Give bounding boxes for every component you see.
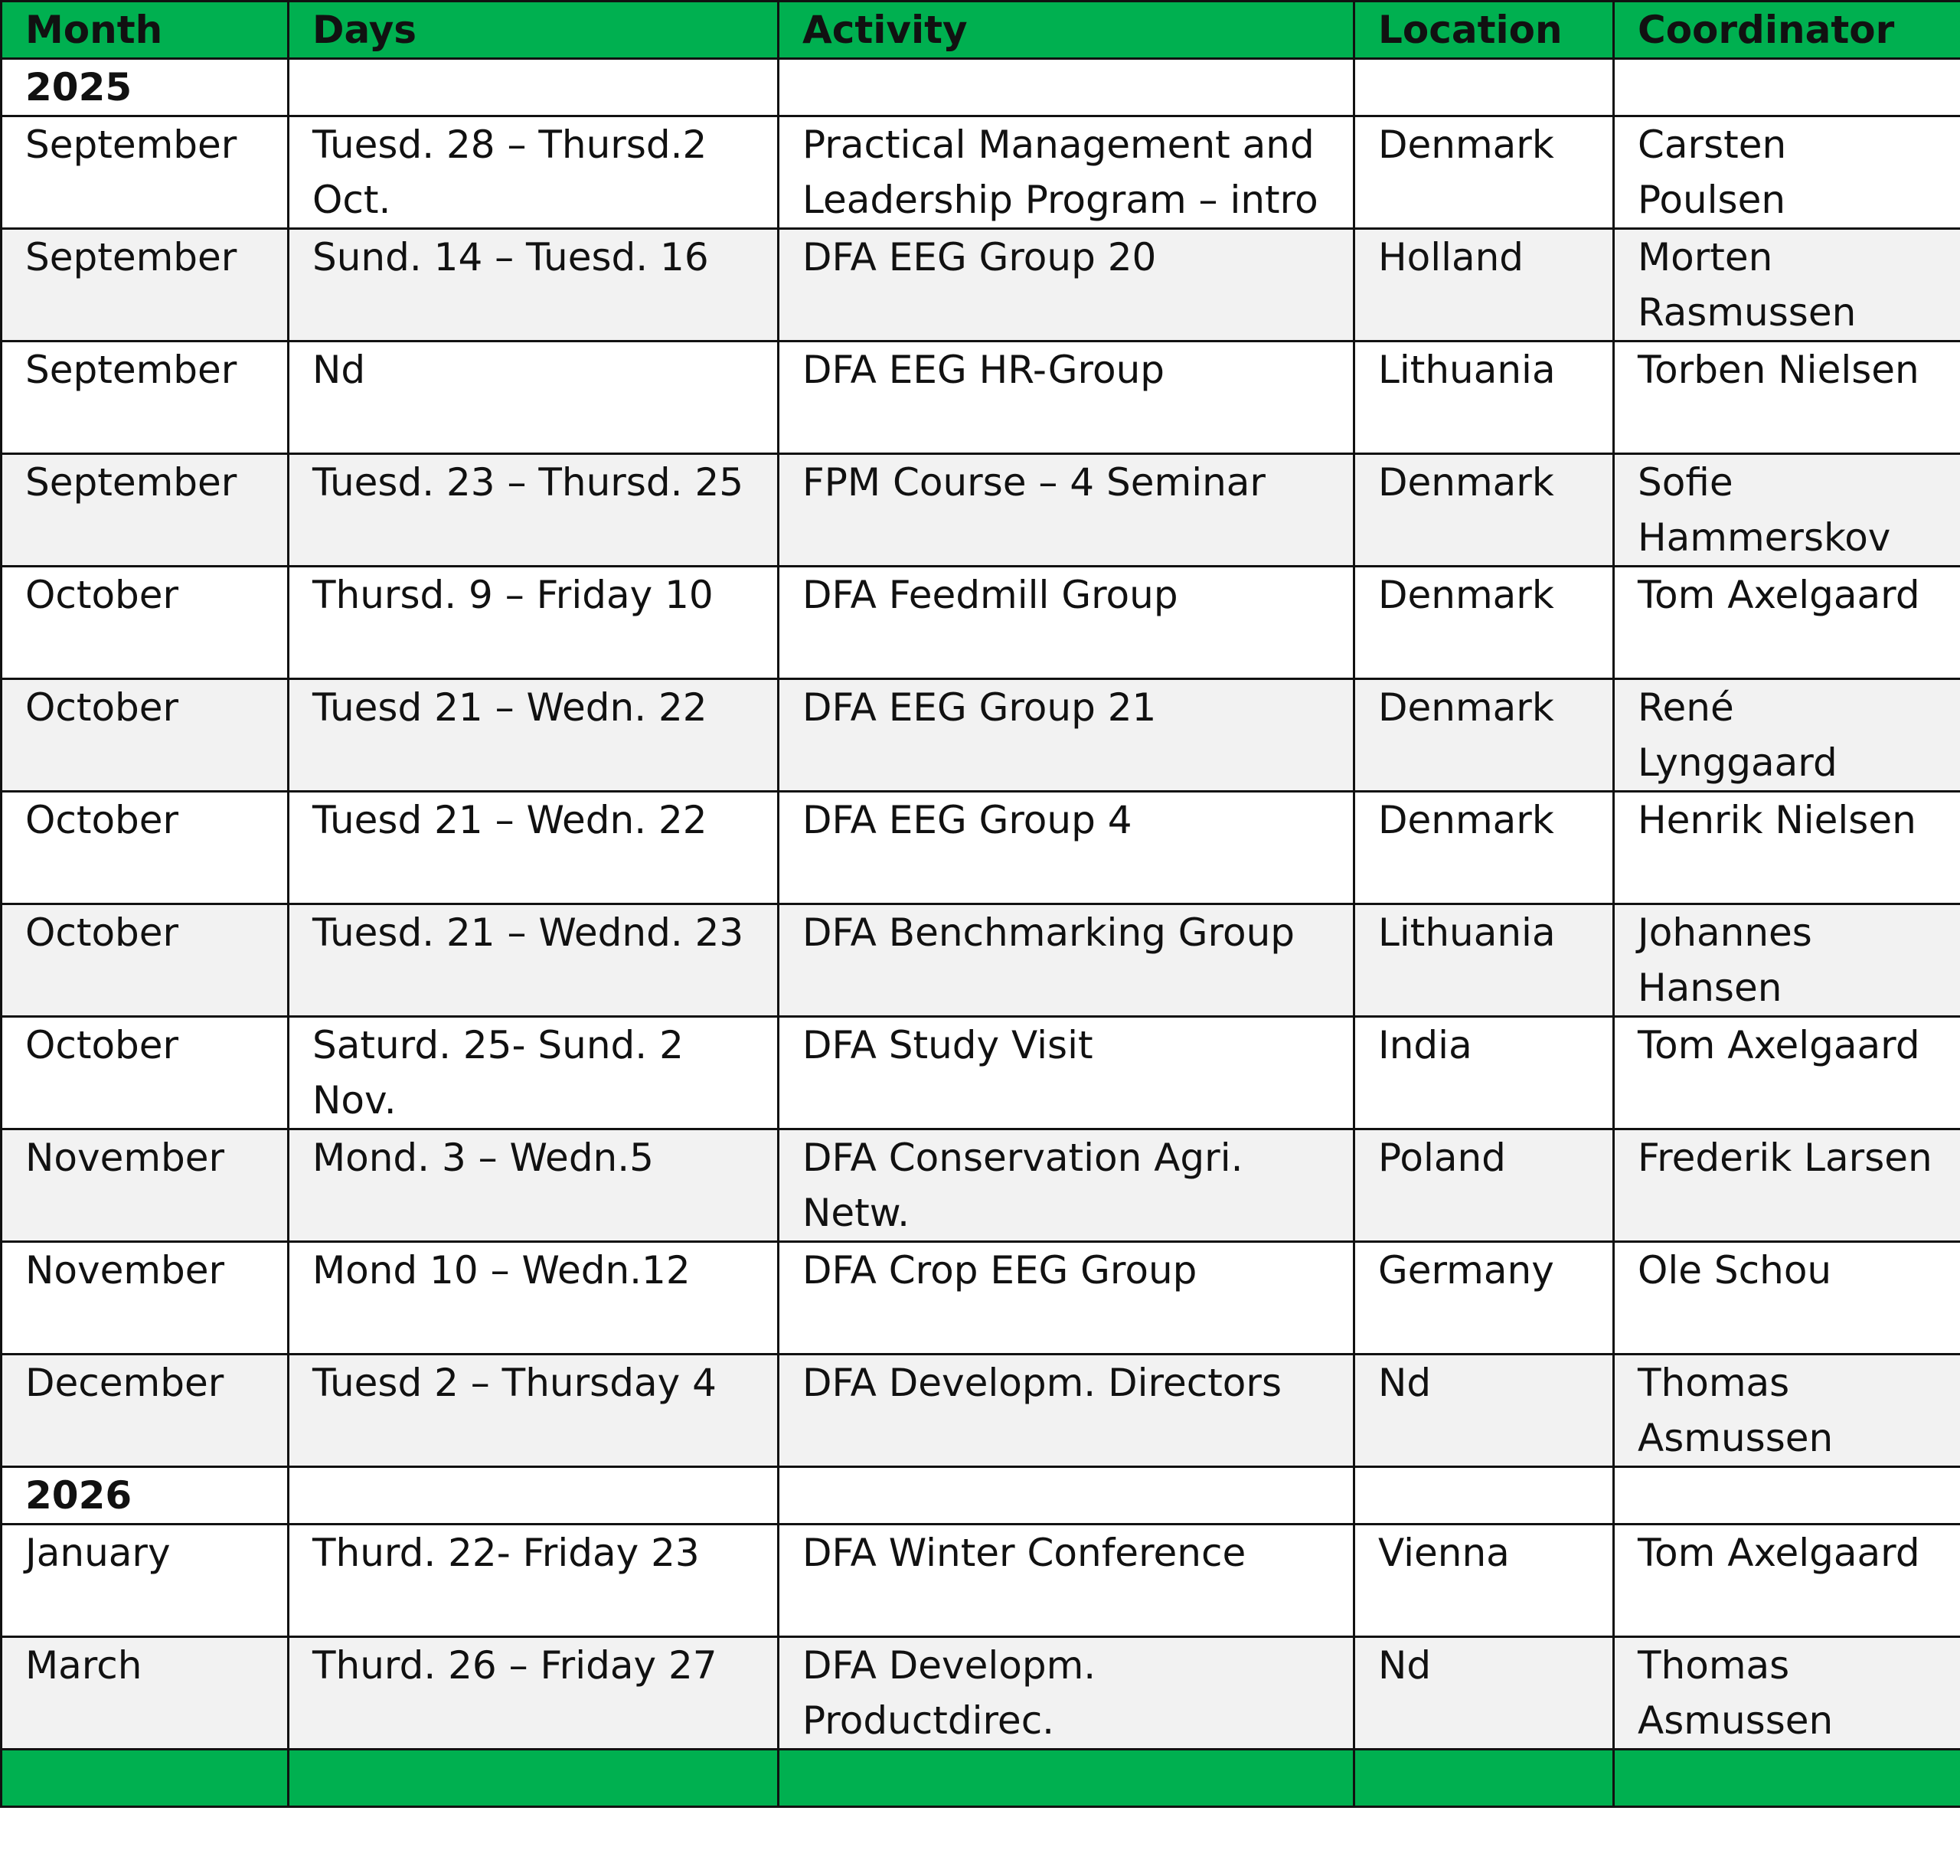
cell-days: Tuesd. 28 – Thursd.2 Oct. bbox=[289, 116, 779, 229]
cell-location: Germany bbox=[1354, 1242, 1614, 1355]
cell-days: Nd bbox=[289, 342, 779, 454]
cell-days: Tuesd. 21 – Wednd. 23 bbox=[289, 904, 779, 1017]
cell-activity: DFA Feedmill Group bbox=[779, 567, 1354, 679]
cell-activity: DFA Study Visit bbox=[779, 1017, 1354, 1129]
cell-coordinator: René Lynggaard bbox=[1614, 679, 1960, 792]
cell-coordinator: Tom Axelgaard bbox=[1614, 1525, 1960, 1637]
table-row bbox=[2, 679, 1960, 792]
cell-location: India bbox=[1354, 1017, 1614, 1129]
cell-location: Holland bbox=[1354, 229, 1614, 342]
table-row bbox=[2, 1129, 1960, 1242]
cell-month: October bbox=[2, 567, 289, 679]
cell-activity: DFA EEG Group 20 bbox=[779, 229, 1354, 342]
column-header-month: Month bbox=[2, 2, 289, 59]
empty-cell bbox=[1354, 59, 1614, 116]
table-row bbox=[2, 1525, 1960, 1637]
cell-month: September bbox=[2, 116, 289, 229]
cell-days: Thurd. 26 – Friday 27 bbox=[289, 1637, 779, 1750]
cell-days: Tuesd 21 – Wedn. 22 bbox=[289, 679, 779, 792]
table-row bbox=[2, 1637, 1960, 1750]
empty-cell bbox=[289, 59, 779, 116]
table-row bbox=[2, 1017, 1960, 1129]
cell-days: Saturd. 25- Sund. 2 Nov. bbox=[289, 1017, 779, 1129]
cell-activity: DFA Winter Conference bbox=[779, 1525, 1354, 1637]
cell-month: October bbox=[2, 1017, 289, 1129]
cell-location: Denmark bbox=[1354, 679, 1614, 792]
year-label: 2025 bbox=[2, 59, 289, 116]
footer-cell bbox=[779, 1750, 1354, 1807]
year-row bbox=[2, 1467, 1960, 1525]
table-header-row bbox=[2, 2, 1960, 59]
empty-cell bbox=[1354, 1467, 1614, 1525]
year-label: 2026 bbox=[2, 1467, 289, 1525]
cell-days: Thursd. 9 – Friday 10 bbox=[289, 567, 779, 679]
cell-coordinator: Ole Schou bbox=[1614, 1242, 1960, 1355]
cell-coordinator: Torben Nielsen bbox=[1614, 342, 1960, 454]
cell-location: Nd bbox=[1354, 1355, 1614, 1467]
table-row bbox=[2, 567, 1960, 679]
cell-days: Sund. 14 – Tuesd. 16 bbox=[289, 229, 779, 342]
cell-location: Denmark bbox=[1354, 567, 1614, 679]
table-row bbox=[2, 1242, 1960, 1355]
cell-coordinator: Thomas Asmussen bbox=[1614, 1355, 1960, 1467]
cell-location: Lithuania bbox=[1354, 342, 1614, 454]
cell-coordinator: Morten Rasmussen bbox=[1614, 229, 1960, 342]
year-row bbox=[2, 59, 1960, 116]
cell-activity: DFA Conservation Agri. Netw. bbox=[779, 1129, 1354, 1242]
empty-cell bbox=[1614, 1467, 1960, 1525]
cell-coordinator: Tom Axelgaard bbox=[1614, 567, 1960, 679]
empty-cell bbox=[779, 1467, 1354, 1525]
table-row bbox=[2, 1355, 1960, 1467]
cell-month: January bbox=[2, 1525, 289, 1637]
cell-activity: Practical Management and Leadership Program – intro bbox=[779, 116, 1354, 229]
cell-coordinator: Frederik Larsen bbox=[1614, 1129, 1960, 1242]
cell-activity: DFA EEG Group 21 bbox=[779, 679, 1354, 792]
cell-location: Denmark bbox=[1354, 792, 1614, 904]
cell-month: December bbox=[2, 1355, 289, 1467]
cell-coordinator: Henrik Nielsen bbox=[1614, 792, 1960, 904]
cell-coordinator: Johannes Hansen bbox=[1614, 904, 1960, 1017]
cell-month: March bbox=[2, 1637, 289, 1750]
table-row bbox=[2, 229, 1960, 342]
cell-location: Denmark bbox=[1354, 116, 1614, 229]
table-footer-row bbox=[2, 1750, 1960, 1807]
footer-cell bbox=[2, 1750, 289, 1807]
cell-location: Lithuania bbox=[1354, 904, 1614, 1017]
cell-days: Mond 10 – Wedn.12 bbox=[289, 1242, 779, 1355]
column-header-activity: Activity bbox=[779, 2, 1354, 59]
cell-location: Denmark bbox=[1354, 454, 1614, 567]
column-header-days: Days bbox=[289, 2, 779, 59]
cell-days: Tuesd 21 – Wedn. 22 bbox=[289, 792, 779, 904]
table-body bbox=[2, 59, 1960, 1807]
cell-month: September bbox=[2, 229, 289, 342]
empty-cell bbox=[1614, 59, 1960, 116]
cell-month: November bbox=[2, 1129, 289, 1242]
empty-cell bbox=[289, 1467, 779, 1525]
empty-cell bbox=[779, 59, 1354, 116]
cell-activity: DFA Developm. Directors bbox=[779, 1355, 1354, 1467]
footer-cell bbox=[289, 1750, 779, 1807]
cell-month: October bbox=[2, 679, 289, 792]
cell-month: October bbox=[2, 904, 289, 1017]
table-row bbox=[2, 454, 1960, 567]
cell-location: Nd bbox=[1354, 1637, 1614, 1750]
cell-activity: DFA Crop EEG Group bbox=[779, 1242, 1354, 1355]
column-header-location: Location bbox=[1354, 2, 1614, 59]
cell-days: Mond. 3 – Wedn.5 bbox=[289, 1129, 779, 1242]
table-row bbox=[2, 116, 1960, 229]
cell-month: November bbox=[2, 1242, 289, 1355]
footer-cell bbox=[1614, 1750, 1960, 1807]
cell-days: Tuesd 2 – Thursday 4 bbox=[289, 1355, 779, 1467]
cell-location: Vienna bbox=[1354, 1525, 1614, 1637]
cell-location: Poland bbox=[1354, 1129, 1614, 1242]
cell-coordinator: Sofie Hammerskov bbox=[1614, 454, 1960, 567]
cell-month: September bbox=[2, 342, 289, 454]
cell-coordinator: Tom Axelgaard bbox=[1614, 1017, 1960, 1129]
table-row bbox=[2, 904, 1960, 1017]
cell-coordinator: Thomas Asmussen bbox=[1614, 1637, 1960, 1750]
table-row bbox=[2, 342, 1960, 454]
table-row bbox=[2, 792, 1960, 904]
footer-cell bbox=[1354, 1750, 1614, 1807]
cell-activity: DFA Benchmarking Group bbox=[779, 904, 1354, 1017]
cell-activity: DFA EEG HR-Group bbox=[779, 342, 1354, 454]
cell-activity: DFA Developm. Productdirec. bbox=[779, 1637, 1354, 1750]
cell-month: October bbox=[2, 792, 289, 904]
cell-activity: FPM Course – 4 Seminar bbox=[779, 454, 1354, 567]
cell-month: September bbox=[2, 454, 289, 567]
cell-days: Tuesd. 23 – Thursd. 25 bbox=[289, 454, 779, 567]
cell-days: Thurd. 22- Friday 23 bbox=[289, 1525, 779, 1637]
column-header-coordinator: Coordinator bbox=[1614, 2, 1960, 59]
cell-coordinator: Carsten Poulsen bbox=[1614, 116, 1960, 229]
cell-activity: DFA EEG Group 4 bbox=[779, 792, 1354, 904]
